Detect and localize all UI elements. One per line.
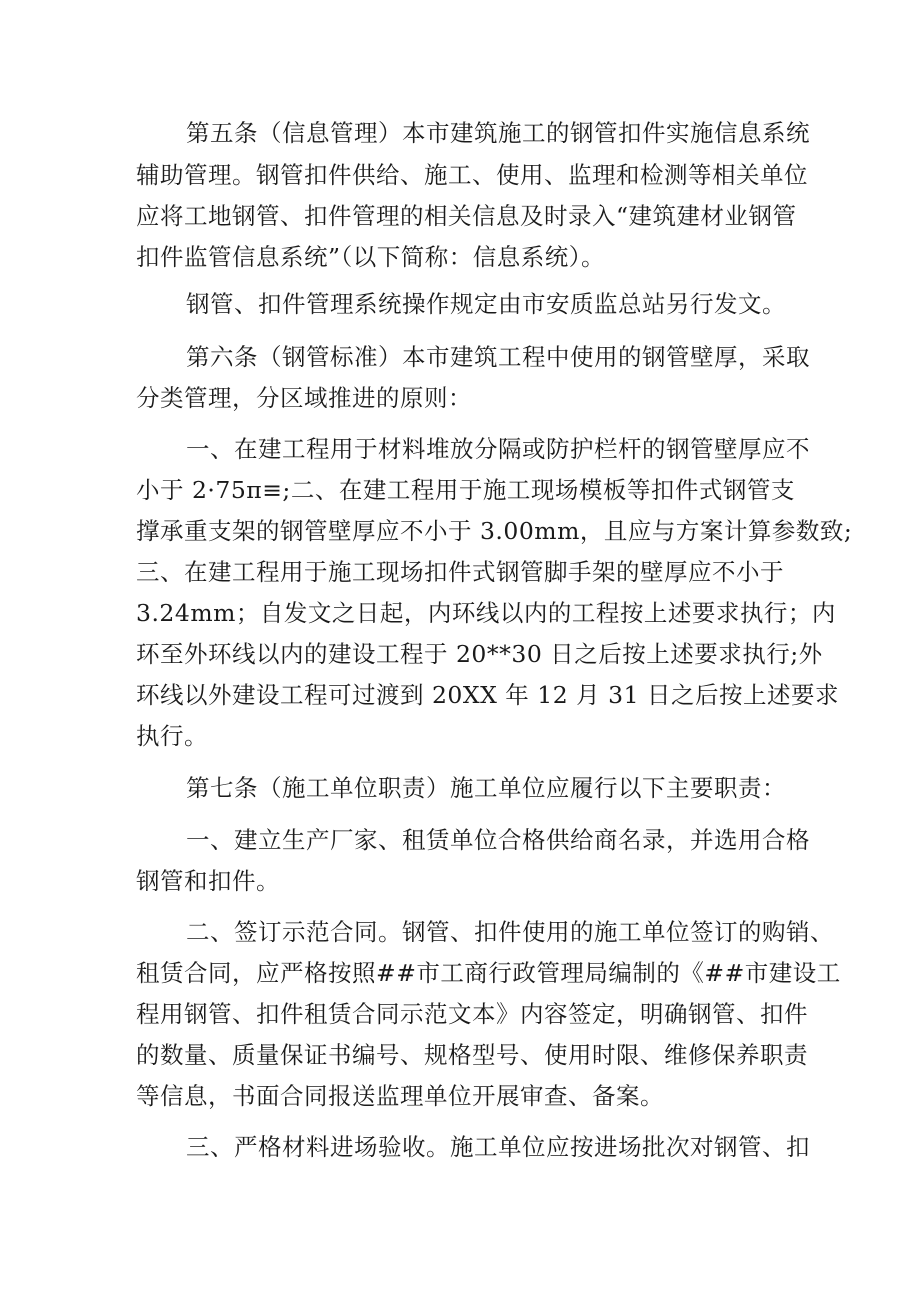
text-line: 的数量、质量保证书编号、规格型号、使用时限、维修保养职责 bbox=[136, 1041, 808, 1069]
text-line: 小于 2·75π≡;二、在建工程用于施工现场模板等扣件式钢管支 bbox=[136, 476, 795, 504]
text-line: 租赁合同，应严格按照##市工商行政管理局编制的《##市建设工 bbox=[136, 959, 841, 987]
text-line: 钢管和扣件。 bbox=[136, 867, 280, 895]
text-line: 三、严格材料进场验收。施工单位应按进场批次对钢管、扣 bbox=[186, 1133, 810, 1161]
text-line: 第五条（信息管理）本市建筑施工的钢管扣件实施信息系统 bbox=[186, 119, 810, 147]
text-line: 第七条（施工单位职责）施工单位应履行以下主要职责： bbox=[186, 774, 786, 802]
text-line: 3.24mm；自发文之日起，内环线以内的工程按上述要求执行；内 bbox=[136, 599, 836, 627]
text-line: 第六条（钢管标准）本市建筑工程中使用的钢管壁厚，采取 bbox=[186, 343, 810, 371]
text-line: 分类管理，分区域推进的原则： bbox=[136, 384, 472, 412]
text-line: 应将工地钢管、扣件管理的相关信息及时录入“建筑建材业钢管 bbox=[136, 202, 797, 230]
text-line: 一、在建工程用于材料堆放分隔或防护栏杆的钢管壁厚应不 bbox=[186, 435, 810, 463]
text-line: 环线以外建设工程可过渡到 20XX 年 12 月 31 日之后按上述要求 bbox=[136, 681, 839, 709]
text-line: 三、在建工程用于施工现场扣件式钢管脚手架的壁厚应不小于 bbox=[136, 558, 784, 586]
text-line: 等信息，书面合同报送监理单位开展审查、备案。 bbox=[136, 1082, 664, 1110]
text-line: 一、建立生产厂家、租赁单位合格供给商名录，并选用合格 bbox=[186, 826, 810, 854]
text-line: 扣件监管信息系统”（以下简称：信息系统）。 bbox=[136, 243, 606, 271]
text-line: 辅助管理。钢管扣件供给、施工、使用、监理和检测等相关单位 bbox=[136, 161, 808, 189]
text-line: 执行。 bbox=[136, 722, 208, 750]
text-line: 撑承重支架的钢管壁厚应不小于 3.00mm，且应与方案计算参数致; bbox=[136, 517, 853, 545]
text-line: 程用钢管、扣件租赁合同示范文本》内容签定，明确钢管、扣件 bbox=[136, 1000, 808, 1028]
text-line: 钢管、扣件管理系统操作规定由市安质监总站另行发文。 bbox=[186, 290, 786, 318]
text-line: 二、签订示范合同。钢管、扣件使用的施工单位签订的购销、 bbox=[186, 918, 834, 946]
text-line: 环至外环线以内的建设工程于 20**30 日之后按上述要求执行;外 bbox=[136, 640, 823, 668]
